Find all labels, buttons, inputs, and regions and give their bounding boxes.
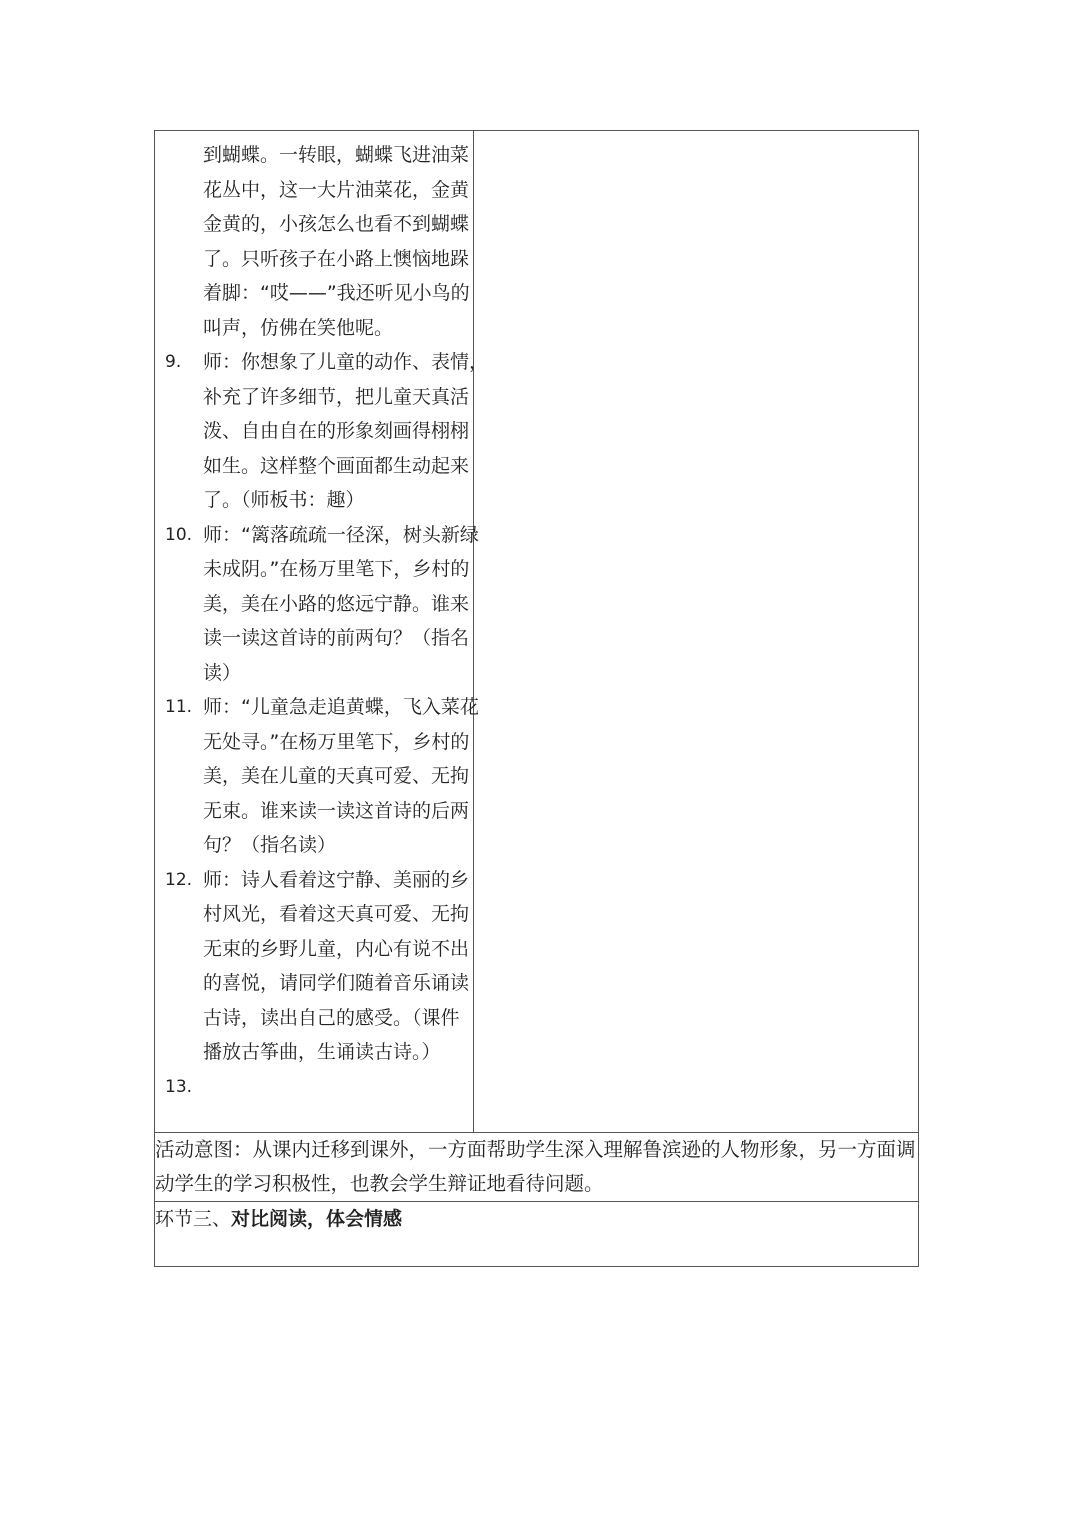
- lesson-plan-table: [154, 130, 919, 1267]
- section-heading: [155, 1202, 919, 1267]
- step-number: 10.: [165, 524, 193, 545]
- step-line: [155, 414, 473, 449]
- step-text: 古诗，读出自己的感受。（课件: [203, 1006, 460, 1029]
- activity-intent-text: 活动意图：从课内迁移到课外，一方面帮助学生深入理解鲁滨逊的人物形象，另一方面调动学生的学习积极性，也教会学生辩证地看待问题。: [155, 1133, 919, 1202]
- step-text: 叫声，仿佛在笑他呢。: [203, 316, 394, 339]
- step-text: 如生。这样整个画面都生动起来: [203, 454, 470, 477]
- step-number: 13.: [165, 1076, 193, 1097]
- step-number: 12.: [165, 869, 193, 890]
- step-line: [155, 690, 479, 725]
- step-line: [155, 897, 473, 932]
- teaching-process-row: [155, 131, 919, 1133]
- teaching-steps-list: [155, 131, 489, 1104]
- step-number: 11.: [165, 697, 193, 717]
- section-row: [155, 1202, 919, 1267]
- step-line: [155, 207, 473, 242]
- step-line: [155, 656, 473, 691]
- step-line: [155, 932, 473, 967]
- step-text: 补充了许多细节，把儿童天真活: [203, 385, 470, 408]
- step-line: [155, 242, 473, 277]
- step-text: 着脚：“哎——”我还听见小鸟的: [203, 282, 470, 304]
- step-text: 师：你想象了儿童的动作、表情，: [203, 351, 489, 373]
- step-line: [155, 449, 473, 484]
- step-line: [155, 518, 479, 553]
- step-text: 播放古筝曲，生诵读古诗。）: [203, 1041, 441, 1063]
- step-text: 金黄的，小孩怎么也看不到蝴蝶: [203, 213, 470, 235]
- step-line: [155, 345, 489, 380]
- step-line: [155, 587, 473, 622]
- step-line: [155, 725, 473, 760]
- step-line: [155, 276, 473, 311]
- step-text: 无处寻。”在杨万里笔下，乡村的: [203, 730, 470, 753]
- step-text: 泼、自由自在的形象刻画得栩栩: [203, 420, 470, 442]
- step-line: [155, 552, 473, 587]
- step-line: [155, 1001, 473, 1036]
- step-text: 无束的乡野儿童，内心有说不出: [203, 937, 470, 960]
- step-line: [155, 621, 473, 656]
- step-line: [155, 311, 473, 346]
- step-line: [155, 173, 473, 208]
- step-text: 师：“儿童急走追黄蝶，飞入菜花: [203, 696, 479, 718]
- section-prefix: 环节三、: [155, 1208, 232, 1230]
- step-text: 句？（指名读）: [203, 834, 337, 856]
- notes-cell: [474, 131, 919, 1133]
- step-text: 美，美在儿童的天真可爱、无拘: [203, 765, 470, 787]
- step-text: 美，美在小路的悠远宁静。谁来: [203, 592, 470, 615]
- section-title: 对比阅读，体会情感: [231, 1208, 403, 1230]
- step-line: [155, 483, 473, 518]
- step-line: [155, 1070, 473, 1105]
- step-line: [155, 828, 473, 863]
- step-text: 花丛中，这一大片油菜花，金黄: [203, 178, 470, 201]
- step-text: 师：诗人看着这宁静、美丽的乡: [203, 868, 470, 891]
- step-line: [155, 966, 473, 1001]
- step-line: [155, 380, 473, 415]
- step-line: [155, 1035, 473, 1070]
- teaching-steps-cell: [155, 131, 489, 1133]
- step-text: 了。只听孩子在小路上懊恼地跺: [203, 247, 470, 270]
- step-text: 无束。谁来读一读这首诗的后两: [203, 799, 470, 822]
- step-number: 9.: [165, 352, 182, 372]
- activity-intent-row: [155, 1133, 919, 1202]
- step-line: [155, 794, 473, 829]
- step-text: 师：“篱落疏疏一径深，树头新绿: [203, 523, 479, 546]
- step-text: 村风光，看着这天真可爱、无拘: [203, 903, 470, 925]
- step-text: 了。（师板书：趣）: [203, 489, 365, 511]
- step-text: 读一读这首诗的前两句？（指名: [203, 627, 470, 649]
- step-line: [155, 138, 473, 173]
- step-line: [155, 759, 473, 794]
- step-text: 到蝴蝶。一转眼，蝴蝶飞进油菜: [203, 144, 470, 166]
- step-line: [155, 863, 473, 898]
- step-text: 读）: [203, 661, 242, 684]
- step-text: 未成阴。”在杨万里笔下，乡村的: [203, 558, 470, 580]
- step-text: 的喜悦，请同学们随着音乐诵读: [203, 972, 470, 994]
